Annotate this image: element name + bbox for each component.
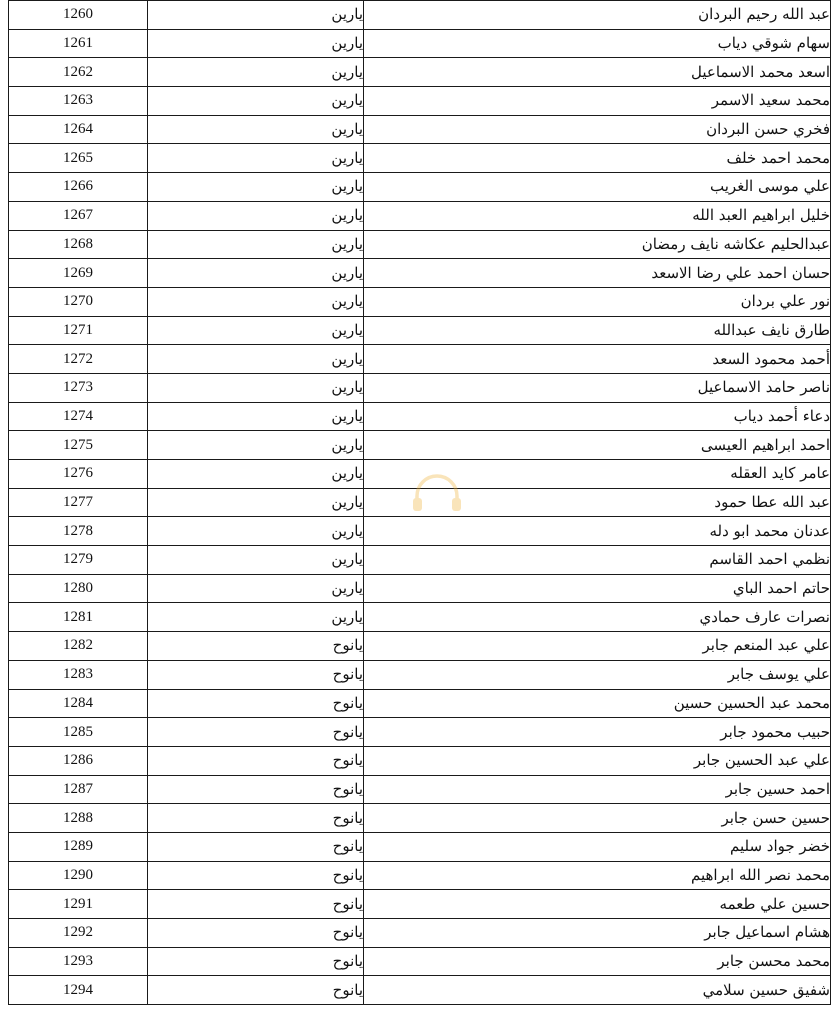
row-number-cell: 1272 (9, 345, 148, 374)
row-number-cell: 1286 (9, 746, 148, 775)
village-cell: يانوح (148, 804, 364, 833)
village-cell: يانوح (148, 775, 364, 804)
name-cell: حاتم احمد الباي (364, 574, 831, 603)
village-cell: يارين (148, 1, 364, 30)
table-row (9, 460, 831, 489)
village-cell: يانوح (148, 718, 364, 747)
table-row (9, 29, 831, 58)
table-row (9, 632, 831, 661)
row-number-cell: 1293 (9, 947, 148, 976)
row-number-cell: 1284 (9, 689, 148, 718)
table-row (9, 144, 831, 173)
row-number-cell: 1269 (9, 259, 148, 288)
row-number-cell: 1281 (9, 603, 148, 632)
name-cell: علي عبد المنعم جابر (364, 632, 831, 661)
table-row (9, 976, 831, 1005)
name-cell: محمد احمد خلف (364, 144, 831, 173)
name-cell: حسين حسن جابر (364, 804, 831, 833)
name-cell: حسين علي طعمه (364, 890, 831, 919)
name-cell: محمد نصر الله ابراهيم (364, 861, 831, 890)
village-cell: يارين (148, 87, 364, 116)
table-row (9, 58, 831, 87)
table-row (9, 345, 831, 374)
table-row (9, 603, 831, 632)
name-cell: عامر كايد العقله (364, 460, 831, 489)
table-row (9, 373, 831, 402)
table-row (9, 488, 831, 517)
name-cell: نصرات عارف حمادي (364, 603, 831, 632)
name-cell: نظمي احمد القاسم (364, 546, 831, 575)
village-cell: يارين (148, 29, 364, 58)
table-row (9, 574, 831, 603)
name-cell: عدنان محمد ابو دله (364, 517, 831, 546)
row-number-cell: 1268 (9, 230, 148, 259)
row-number-cell: 1271 (9, 316, 148, 345)
row-number-cell: 1277 (9, 488, 148, 517)
row-number-cell: 1275 (9, 431, 148, 460)
row-number-cell: 1261 (9, 29, 148, 58)
name-cell: عبد الله رحيم البردان (364, 1, 831, 30)
name-cell: خليل ابراهيم العبد الله (364, 201, 831, 230)
row-number-cell: 1280 (9, 574, 148, 603)
village-cell: يانوح (148, 660, 364, 689)
row-number-cell: 1266 (9, 173, 148, 202)
table-row (9, 947, 831, 976)
village-cell: يارين (148, 58, 364, 87)
names-table-body (9, 1, 831, 1005)
name-cell: علي عبد الحسين جابر (364, 746, 831, 775)
row-number-cell: 1273 (9, 373, 148, 402)
name-cell: سهام شوقي دياب (364, 29, 831, 58)
village-cell: يارين (148, 259, 364, 288)
table-row (9, 804, 831, 833)
village-cell: يانوح (148, 919, 364, 948)
row-number-cell: 1287 (9, 775, 148, 804)
table-row (9, 832, 831, 861)
row-number-cell: 1263 (9, 87, 148, 116)
name-cell: ناصر حامد الاسماعيل (364, 373, 831, 402)
village-cell: يارين (148, 517, 364, 546)
name-cell: طارق نايف عبدالله (364, 316, 831, 345)
name-cell: هشام اسماعيل جابر (364, 919, 831, 948)
row-number-cell: 1283 (9, 660, 148, 689)
row-number-cell: 1294 (9, 976, 148, 1005)
village-cell: يارين (148, 603, 364, 632)
village-cell: يارين (148, 173, 364, 202)
name-cell: نور علي بردان (364, 287, 831, 316)
row-number-cell: 1265 (9, 144, 148, 173)
name-cell: علي يوسف جابر (364, 660, 831, 689)
village-cell: يارين (148, 373, 364, 402)
table-row (9, 689, 831, 718)
village-cell: يانوح (148, 947, 364, 976)
table-row (9, 746, 831, 775)
table-row (9, 890, 831, 919)
village-cell: يانوح (148, 890, 364, 919)
row-number-cell: 1260 (9, 1, 148, 30)
row-number-cell: 1289 (9, 832, 148, 861)
table-row (9, 201, 831, 230)
table-row (9, 173, 831, 202)
table-row (9, 1, 831, 30)
table-row (9, 517, 831, 546)
village-cell: يارين (148, 574, 364, 603)
name-cell: احمد حسين جابر (364, 775, 831, 804)
village-cell: يارين (148, 402, 364, 431)
table-row (9, 546, 831, 575)
village-cell: يارين (148, 546, 364, 575)
name-cell: شفيق حسين سلامي (364, 976, 831, 1005)
table-row (9, 919, 831, 948)
name-cell: علي موسى الغريب (364, 173, 831, 202)
village-cell: يارين (148, 316, 364, 345)
village-cell: يارين (148, 287, 364, 316)
row-number-cell: 1292 (9, 919, 148, 948)
name-cell: عبد الله عطا حمود (364, 488, 831, 517)
village-cell: يانوح (148, 976, 364, 1005)
row-number-cell: 1262 (9, 58, 148, 87)
table-row (9, 718, 831, 747)
village-cell: يانوح (148, 689, 364, 718)
name-cell: فخري حسن البردان (364, 115, 831, 144)
table-row (9, 230, 831, 259)
village-cell: يارين (148, 345, 364, 374)
row-number-cell: 1276 (9, 460, 148, 489)
table-row (9, 259, 831, 288)
name-cell: محمد محسن جابر (364, 947, 831, 976)
names-table (8, 0, 831, 1005)
name-cell: حبيب محمود جابر (364, 718, 831, 747)
name-cell: محمد عبد الحسين حسين (364, 689, 831, 718)
table-row (9, 115, 831, 144)
village-cell: يانوح (148, 861, 364, 890)
table-row (9, 316, 831, 345)
village-cell: يانوح (148, 832, 364, 861)
row-number-cell: 1264 (9, 115, 148, 144)
village-cell: يارين (148, 460, 364, 489)
table-row (9, 87, 831, 116)
village-cell: يارين (148, 144, 364, 173)
row-number-cell: 1278 (9, 517, 148, 546)
table-row (9, 402, 831, 431)
village-cell: يانوح (148, 632, 364, 661)
village-cell: يارين (148, 488, 364, 517)
table-row (9, 660, 831, 689)
row-number-cell: 1291 (9, 890, 148, 919)
village-cell: يارين (148, 115, 364, 144)
row-number-cell: 1288 (9, 804, 148, 833)
row-number-cell: 1290 (9, 861, 148, 890)
table-row (9, 861, 831, 890)
name-cell: حسان احمد علي رضا الاسعد (364, 259, 831, 288)
village-cell: يارين (148, 431, 364, 460)
row-number-cell: 1274 (9, 402, 148, 431)
row-number-cell: 1282 (9, 632, 148, 661)
table-row (9, 287, 831, 316)
village-cell: يانوح (148, 746, 364, 775)
name-cell: عبدالحليم عكاشه نايف رمضان (364, 230, 831, 259)
name-cell: خضر جواد سليم (364, 832, 831, 861)
table-row (9, 431, 831, 460)
table-row (9, 775, 831, 804)
name-cell: أحمد محمود السعد (364, 345, 831, 374)
name-cell: اسعد محمد الاسماعيل (364, 58, 831, 87)
row-number-cell: 1279 (9, 546, 148, 575)
row-number-cell: 1285 (9, 718, 148, 747)
name-cell: احمد ابراهيم العيسى (364, 431, 831, 460)
row-number-cell: 1267 (9, 201, 148, 230)
village-cell: يارين (148, 201, 364, 230)
name-cell: محمد سعيد الاسمر (364, 87, 831, 116)
row-number-cell: 1270 (9, 287, 148, 316)
village-cell: يارين (148, 230, 364, 259)
name-cell: دعاء أحمد دياب (364, 402, 831, 431)
